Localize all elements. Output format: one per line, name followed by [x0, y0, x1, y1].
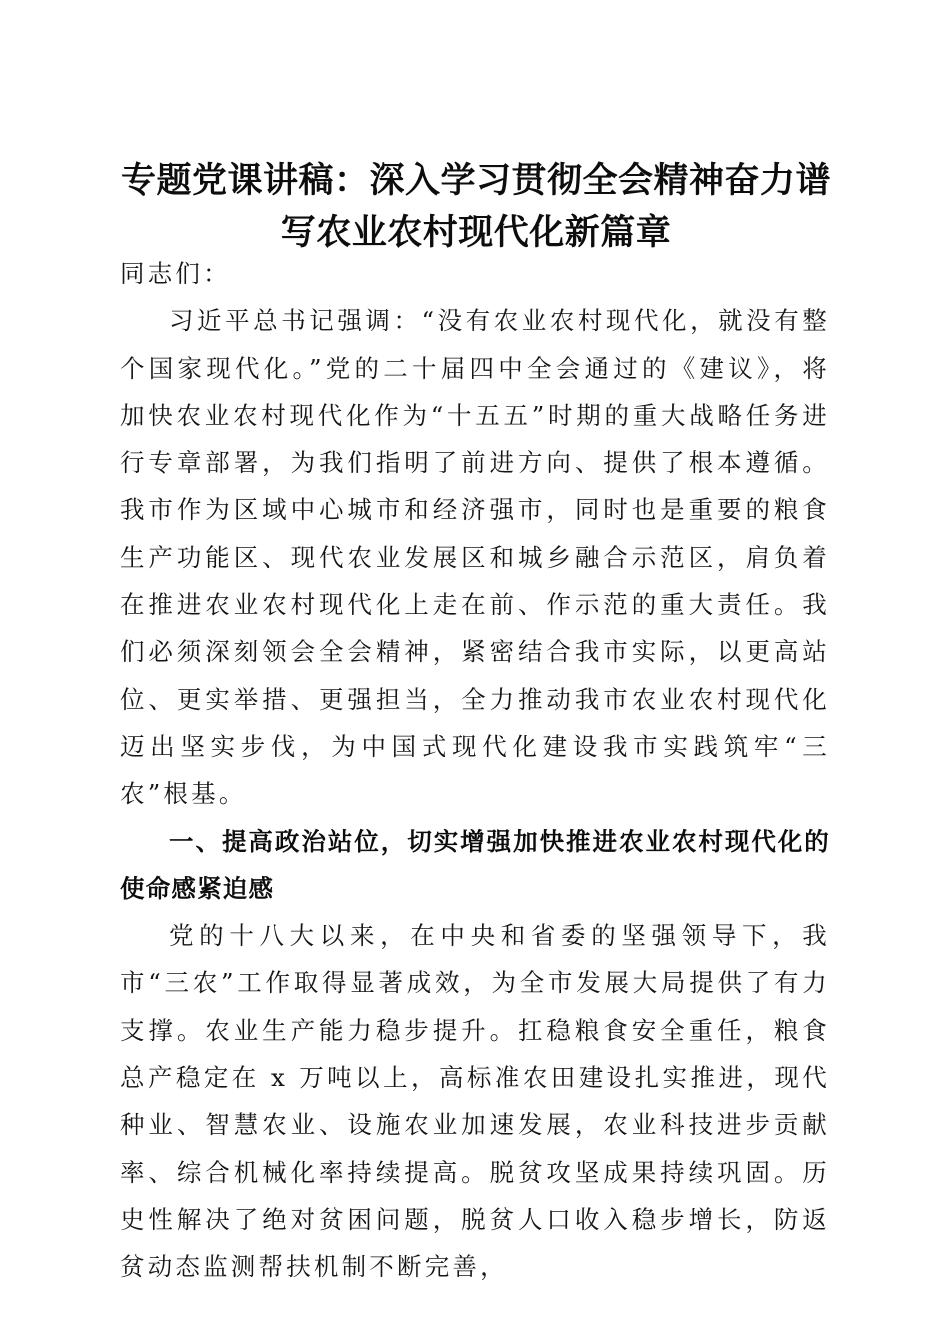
title-line-1: 专题党课讲稿：深入学习贯彻全会精神奋力谱	[120, 160, 831, 202]
paragraph-section-1: 党的十八大以来，在中央和省委的坚强领导下，我市“三农”工作取得显著成效，为全市发展大局提供了有力支撑。农业生产能力稳步提升。扛稳粮食安全重任，粮食总产稳定在 x 万吨以上，高标准农田建设扎实推进，现代种业、智慧农业、设施农业加速发展，农业科技进步贡献率、综合机械化率持续提高。脱贫攻坚成果持续巩固。历史性解决了绝对贫困问题，脱贫人口收入稳步增长，防返贫动态监测帮扶机制不断完善，	[120, 921, 830, 1282]
title-line-2: 写农业农村现代化新篇章	[280, 212, 672, 254]
document-title	[118, 155, 834, 259]
paragraph-intro: 习近平总书记强调：“没有农业农村现代化，就没有整个国家现代化。”党的二十届四中全会通过的《建议》，将加快农业农村现代化作为“十五五”时期的重大战略任务进行专章部署，为我们指明了前进方向、提供了根本遵循。我市作为区域中心城市和经济强市，同时也是重要的粮食生产功能区、现代农业发展区和城乡融合示范区，肩负着在推进农业农村现代化上走在前、作示范的重大责任。我们必须深刻领会全会精神，紧密结合我市实际，以更高站位、更实举措、更强担当，全力推动我市农业农村现代化迈出坚实步伐，为中国式现代化建设我市实践筑牢“三农”根基。	[120, 306, 830, 809]
section-heading-1: 一、提高政治站位，切实增强加快推进农业农村现代化的使命感紧迫感	[120, 826, 830, 903]
document-body	[120, 250, 830, 1291]
salutation: 同志们：	[120, 259, 231, 288]
